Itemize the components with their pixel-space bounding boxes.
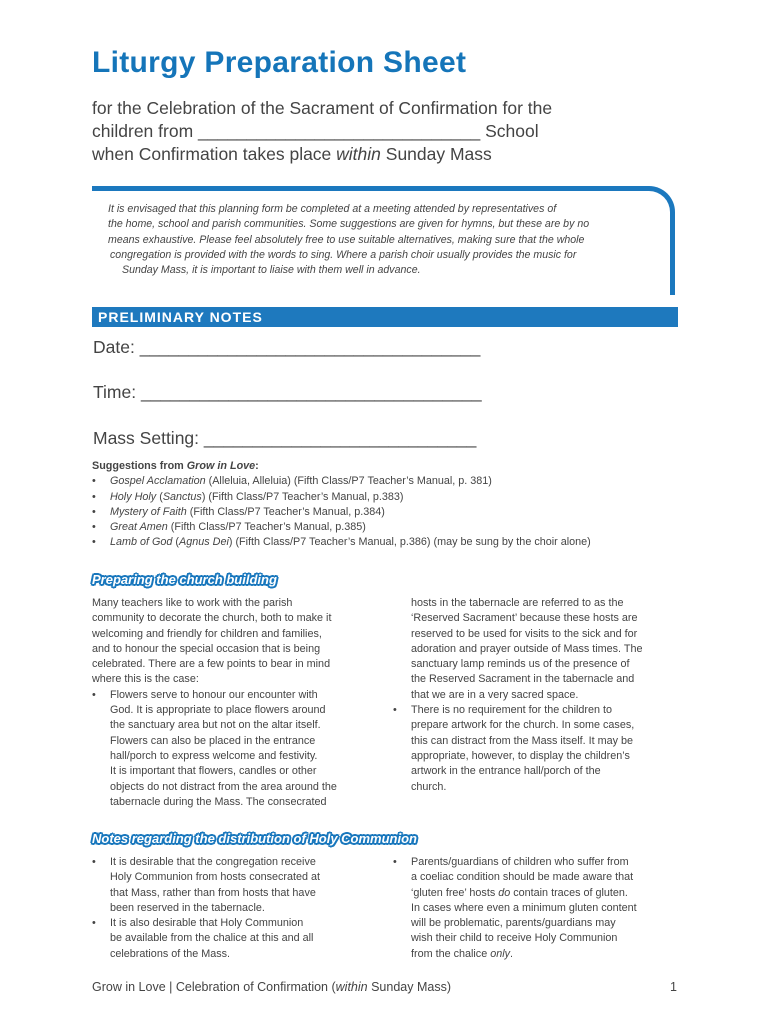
list-item: • Gospel Acclamation (Alleluia, Alleluia) (Fifth Class/P7 Teacher’s Manual, p. 381) (92, 474, 692, 489)
subtitle (92, 97, 552, 166)
list-item: • It is desirable that the congregation receive Holy Communion from hosts consecrated at that Mass, rather than from hosts that have been reserved in the tabernacle. (92, 856, 321, 914)
subtitle-line-1: for the Celebration of the Sacrament of Confirmation for the (92, 98, 553, 118)
subtitle-line-2: children from _____________________________ School (92, 121, 539, 141)
date-field[interactable]: Date: ___________________________________ (93, 337, 481, 357)
communion-section-heading: Notes regarding the distribution of Holy Communion (92, 831, 417, 846)
list-item: • Lamb of God (Agnus Dei) (Fifth Class/P7 Teacher’s Manual, p.386) (may be sung by the choir alone) (92, 535, 692, 550)
suggestions-list (92, 459, 692, 551)
list-item: • Flowers serve to honour our encounter with God. It is appropriate to place flowers around the sanctuary area but not on the altar itself. Flowers can also be placed in the entrance hall/porch to express welcome and festivity. It is important that flowers, candles or other objects do not distract from the area around the tabernacle during the Mass. The consecrated (92, 688, 337, 808)
mass-setting-field[interactable]: Mass Setting: ____________________________ (93, 428, 477, 448)
time-field[interactable]: Time: ___________________________________ (93, 382, 482, 402)
communion-right-column (393, 855, 693, 962)
church-left-column: Many teachers like to work with the parish community to decorate the church, both to make it welcoming and friendly for children and families, and to honour the special occasion that is being celebrated. There are a few points to bear in mind where this is the case: • Flowers serve to honour our encounter with God. It is appropriate to place flowers around the sanctuary area but not on the altar itself. Flowers can also be placed in the entrance hall/porch to express welcome and festivity. It is important that flowers, candles or other objects do not distract from the area around the tabernacle during the Mass. The consecrated (92, 596, 392, 810)
list-item: • Holy Holy (Sanctus) (Fifth Class/P7 Teacher’s Manual, p.383) (92, 490, 692, 505)
suggestions-heading: Suggestions from Grow in Love: (92, 460, 259, 472)
list-item: • Great Amen (Fifth Class/P7 Teacher’s Manual, p.385) (92, 520, 692, 535)
footer-text: Grow in Love | Celebration of Confirmation (within Sunday Mass) (92, 980, 451, 994)
page-title: Liturgy Preparation Sheet (92, 46, 467, 79)
church-right-column: hosts in the tabernacle are referred to as the ‘Reserved Sacrament’ because these hosts are reserved to be used for visits to the sick and for adoration and prayer outside of Mass times. The sanctuary lamp reminds us of the presence of the Reserved Sacrament in the tabernacle and that we are in a very sacred space. • There is no requirement for the children to prepare artwork for the church. In some cases, this can distract from the Mass itself. It may be appropriate, however, to display the children’s artwork in the entrance hall/porch of the church. (393, 596, 693, 795)
list-item: • There is no requirement for the children to prepare artwork for the church. In some cases, this can distract from the Mass itself. It may be appropriate, however, to display the children’s artwork in the entrance hall/porch of the church. (393, 704, 635, 793)
list-item: • Mystery of Faith (Fifth Class/P7 Teacher’s Manual, p.384) (92, 505, 692, 520)
list-item: • Parents/guardians of children who suffer from a coeliac condition should be made aware that ‘gluten free’ hosts do contain traces of gluten. In cases where even a minimum gluten content will be problematic, parents/guardians may wish their child to receive Holy Communion from the chalice only. (393, 856, 637, 960)
note-text: It is envisaged that this planning form be completed at a meeting attended by representatives of the home, school and parish communities. Some suggestions are given for hymns, but these are by no means exhaustive. Please feel absolutely free to use suitable alternatives, making sure that the whole congregation is provided with the words to sing. Where a parish choir usually provides the music for Sunday Mass, it is important to liaise with them well in advance. (108, 203, 590, 277)
communion-left-column (92, 855, 392, 962)
page-number: 1 (670, 980, 677, 994)
list-item: • It is also desirable that Holy Communion be available from the chalice at this and all celebrations of the Mass. (92, 917, 314, 960)
church-section-heading: Preparing the church building (92, 572, 277, 587)
subtitle-line-3: when Confirmation takes place within Sunday Mass (92, 144, 492, 164)
preliminary-notes-heading: PRELIMINARY NOTES (92, 307, 678, 327)
